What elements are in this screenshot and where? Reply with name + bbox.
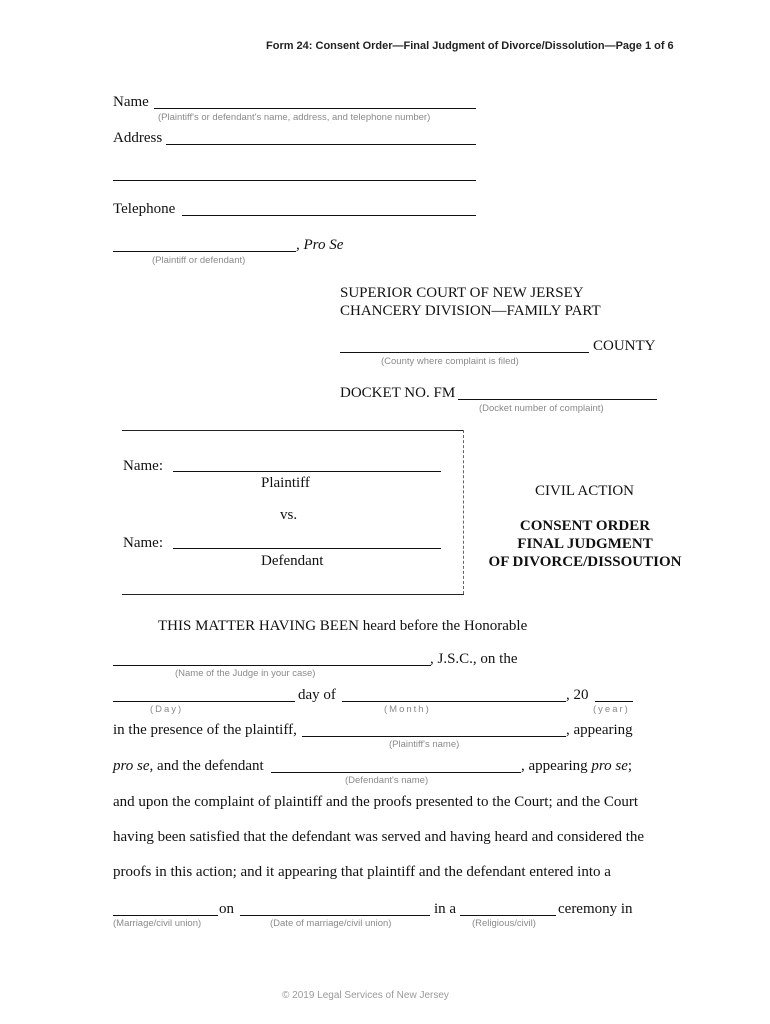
court-division: CHANCERY DIVISION—FAMILY PART xyxy=(340,303,601,319)
judge-name-field[interactable] xyxy=(113,665,431,666)
paragraph-line-2: having been satisfied that the defendant was served and having heard and considered the xyxy=(113,829,645,845)
caption-top-border xyxy=(122,430,464,431)
document-title-line-1: CONSENT ORDER xyxy=(519,518,651,534)
on-text: on xyxy=(219,901,234,917)
caption-right-border xyxy=(463,430,464,594)
page-header: Form 24: Consent Order—Final Judgment of Divorce/Dissolution—Page 1 of 6 xyxy=(266,40,674,52)
appearing-text: , appearing xyxy=(566,722,633,738)
day-field[interactable] xyxy=(113,701,295,702)
day-hint: (Day) xyxy=(150,704,184,715)
paragraph-line-1: and upon the complaint of plaintiff and the proofs presented to the Court; and the Court xyxy=(113,794,639,810)
year-hint: (year) xyxy=(593,704,630,715)
semicolon: ; xyxy=(627,758,633,774)
day-of-text: day of xyxy=(298,687,336,703)
name-label: Name xyxy=(113,94,149,110)
pro-se-party-field[interactable] xyxy=(113,251,296,252)
jsc-text: , J.S.C., on the xyxy=(430,651,518,667)
copyright-footer: © 2019 Legal Services of New Jersey xyxy=(282,990,449,1001)
document-title-line-2: FINAL JUDGMENT xyxy=(517,536,653,552)
caption-bottom-border xyxy=(122,594,464,595)
marriage-type-field[interactable] xyxy=(113,915,218,916)
court-name: SUPERIOR COURT OF NEW JERSEY xyxy=(340,285,584,301)
defendant-label: Defendant xyxy=(261,553,324,569)
docket-label: DOCKET NO. FM xyxy=(340,385,456,401)
ceremony-in-text: ceremony in xyxy=(558,901,633,917)
in-a-text: in a xyxy=(434,901,457,917)
appearing-pro-se-text: , appearing xyxy=(521,758,592,774)
pro-se-italic: pro se xyxy=(113,758,150,774)
plaintiff-name-hint: (Plaintiff's name) xyxy=(389,739,460,750)
month-field[interactable] xyxy=(342,701,566,702)
address-label: Address xyxy=(113,130,163,146)
ceremony-type-field[interactable] xyxy=(460,915,556,916)
name-hint: (Plaintiff's or defendant's name, address, and telephone number) xyxy=(158,112,431,123)
religious-hint: (Religious/civil) xyxy=(472,918,536,929)
telephone-label: Telephone xyxy=(113,201,176,217)
defendant-name-field[interactable] xyxy=(173,548,441,549)
presence-text: in the presence of the plaintiff, xyxy=(113,722,297,738)
and-defendant-text: , and the defendant xyxy=(149,758,264,774)
year-field[interactable] xyxy=(595,701,633,702)
county-hint: (County where complaint is filed) xyxy=(381,356,519,367)
plaintiff-label: Plaintiff xyxy=(261,475,310,491)
judge-hint: (Name of the Judge in your case) xyxy=(175,668,316,679)
marriage-hint: (Marriage/civil union) xyxy=(113,918,202,929)
defendant-name-label: Name: xyxy=(123,535,163,551)
pro-se-hint: (Plaintiff or defendant) xyxy=(152,255,246,266)
pro-se-italic-2: pro se xyxy=(591,758,628,774)
defendant-name-hint: (Defendant's name) xyxy=(345,775,429,786)
marriage-date-field[interactable] xyxy=(240,915,430,916)
county-label: COUNTY xyxy=(593,338,656,354)
plaintiff-name-label: Name: xyxy=(123,458,163,474)
document-title-line-3: OF DIVORCE/DISSOUTION xyxy=(488,554,682,570)
month-hint: (Month) xyxy=(384,704,431,715)
address-field-2[interactable] xyxy=(113,180,476,181)
civil-action-label: CIVIL ACTION xyxy=(535,483,635,499)
pro-se-label: , Pro Se xyxy=(296,237,344,253)
paragraph-line-3: proofs in this action; and it appearing that plaintiff and the defendant entered into a xyxy=(113,864,611,880)
plaintiff-appearing-field[interactable] xyxy=(302,736,566,737)
telephone-field[interactable] xyxy=(182,215,476,216)
vs-label: vs. xyxy=(280,507,298,523)
defendant-appearing-field[interactable] xyxy=(271,772,521,773)
plaintiff-name-field[interactable] xyxy=(173,471,441,472)
docket-hint: (Docket number of complaint) xyxy=(479,403,604,414)
date-hint: (Date of marriage/civil union) xyxy=(270,918,392,929)
county-field[interactable] xyxy=(340,352,589,353)
name-field[interactable] xyxy=(154,108,476,109)
year-prefix: , 20 xyxy=(566,687,589,703)
intro-text: THIS MATTER HAVING BEEN heard before the Honorable xyxy=(158,618,528,634)
docket-field[interactable] xyxy=(458,399,657,400)
address-field-1[interactable] xyxy=(166,144,476,145)
